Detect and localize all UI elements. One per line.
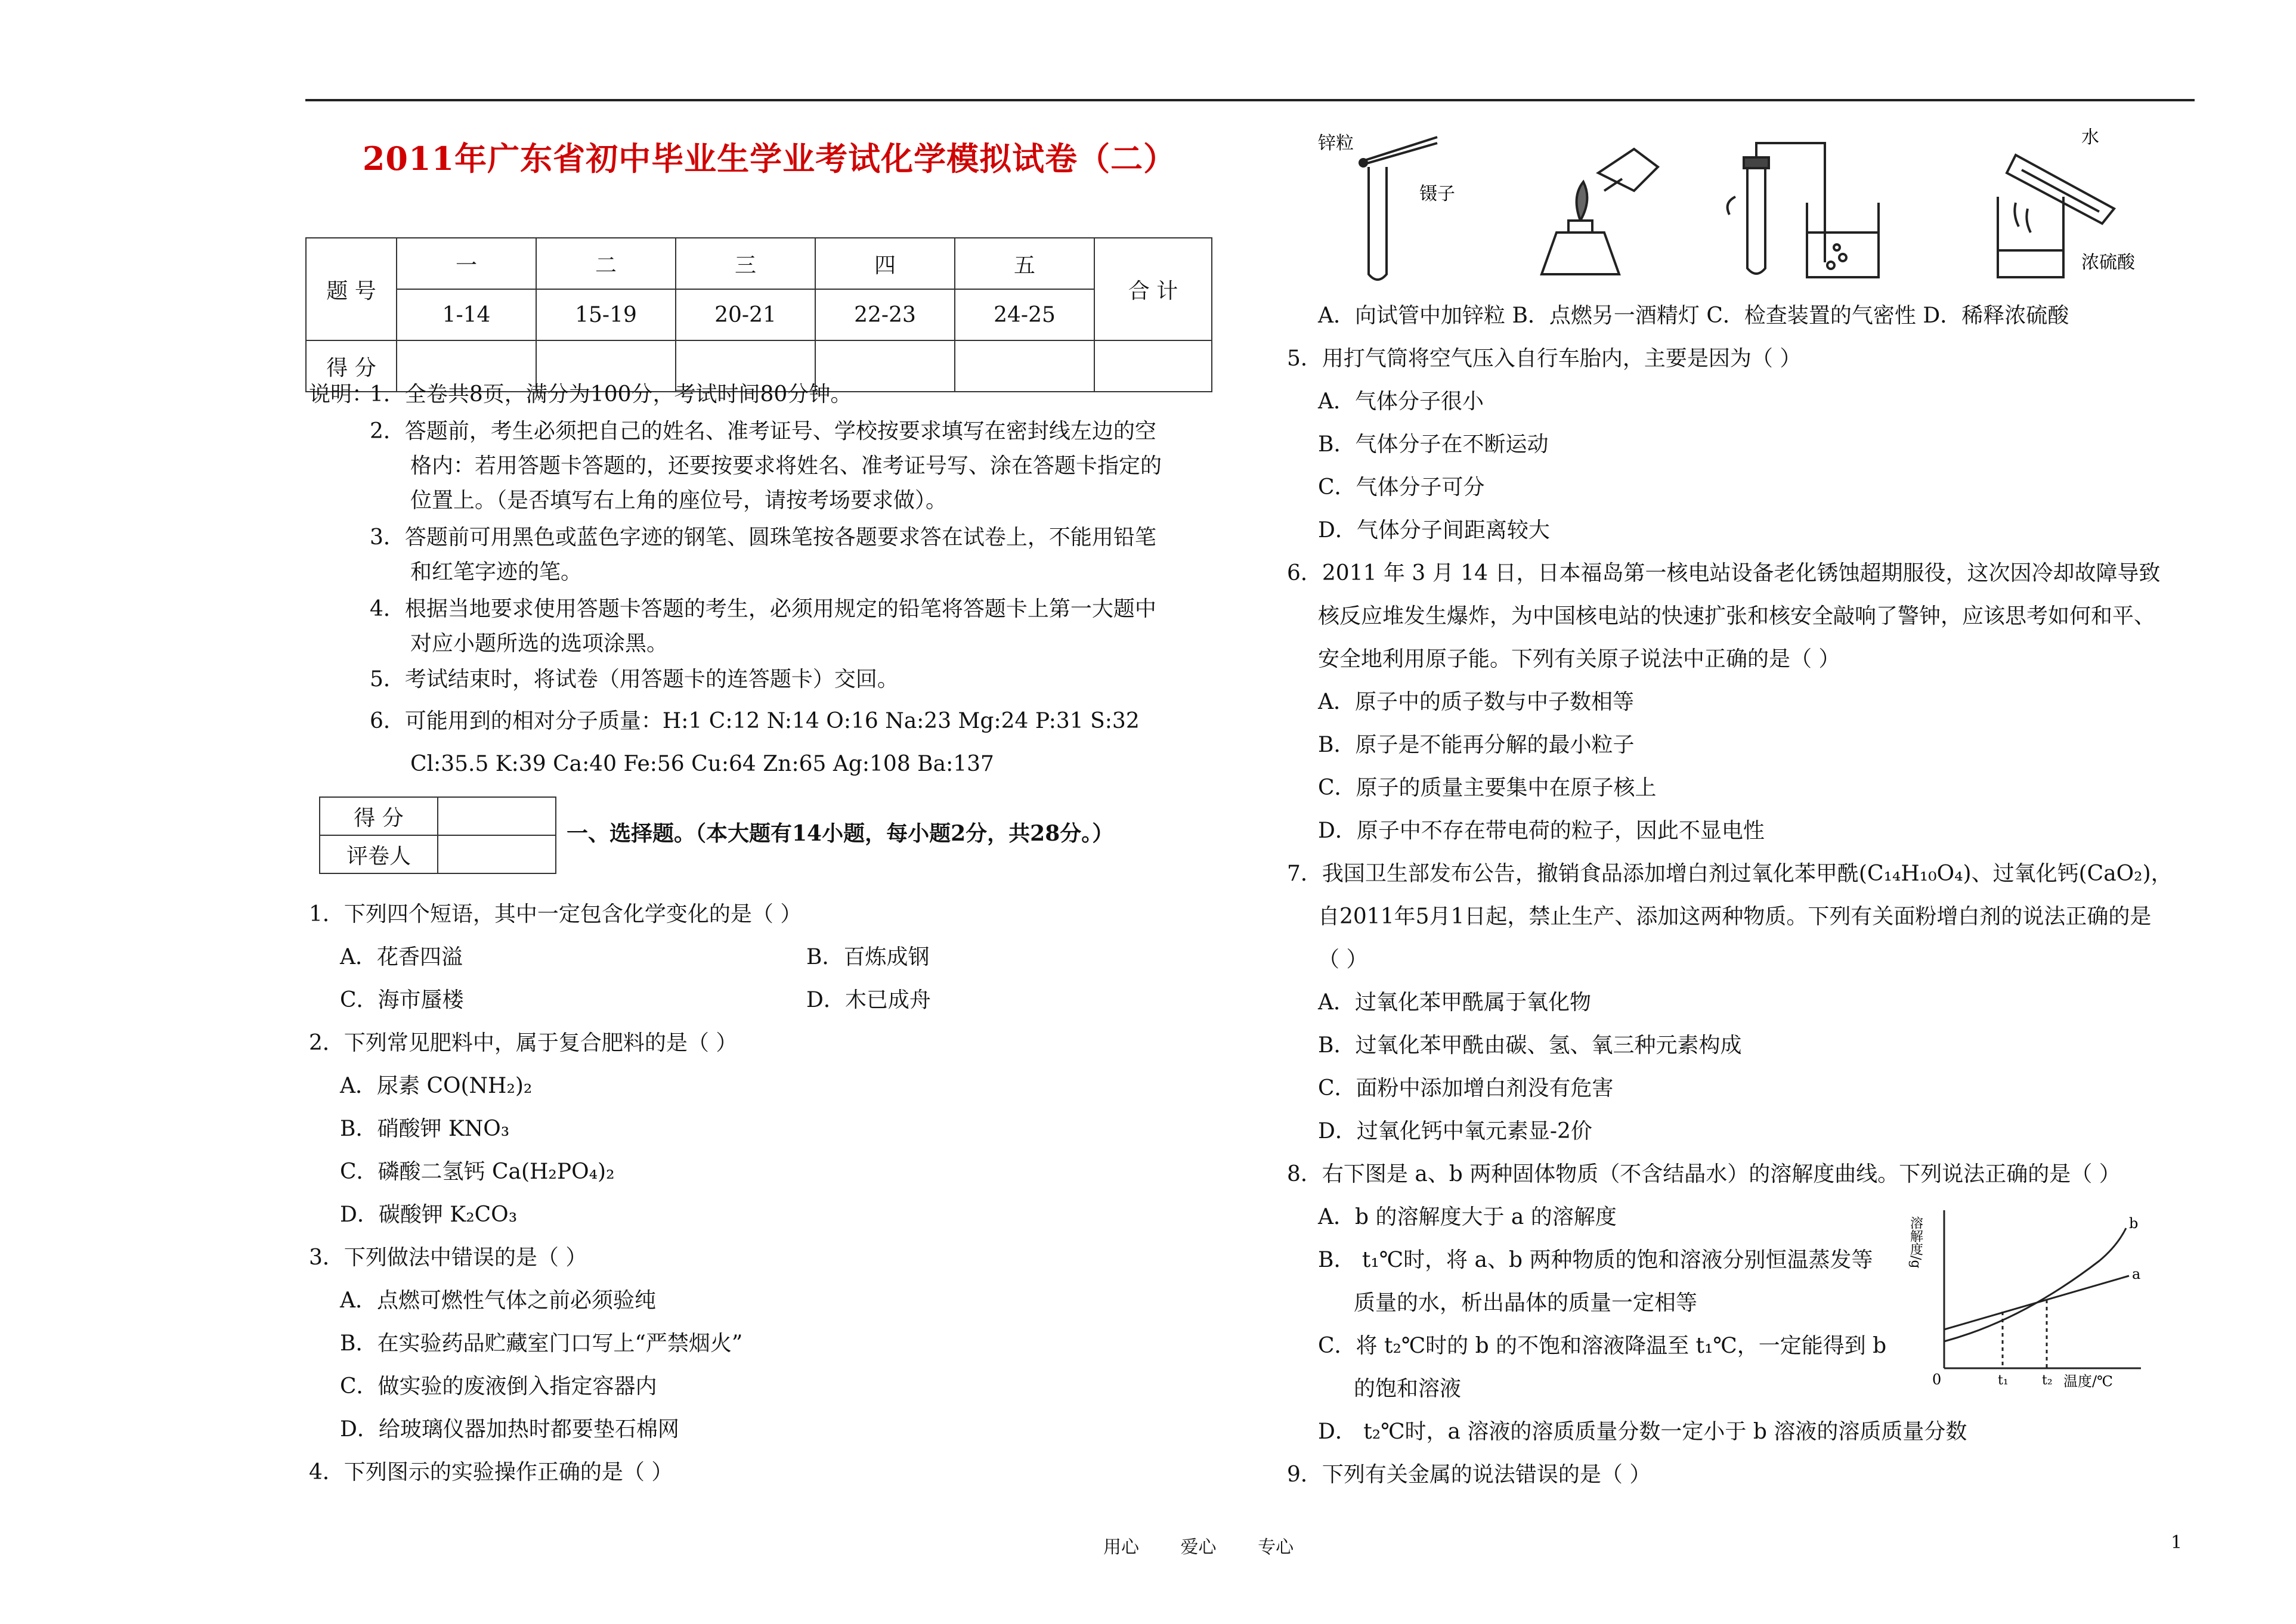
option: D．碳酸钾 K₂CO₃ — [340, 1202, 518, 1227]
grader-score-cell[interactable] — [438, 797, 556, 835]
option: C．气体分子可分 — [1318, 475, 1485, 500]
section-cell: 三 — [676, 238, 815, 289]
option: D．原子中不存在带电荷的粒子，因此不显电性 — [1318, 819, 1765, 843]
airtightness-check-icon — [1728, 143, 1879, 277]
note-line: 对应小题所选的选项涂黑。 — [410, 631, 669, 656]
score-row-label: 得 分 — [306, 340, 397, 392]
option: A．尿素 CO(NH₂)₂ — [340, 1074, 533, 1098]
question-8: 8．右下图是 a、b 两种固体物质（不含结晶水）的溶解度曲线。下列说法正确的是（ ） — [1287, 1162, 2121, 1186]
test-tube-icon — [1360, 137, 1437, 280]
grader-table — [319, 796, 556, 874]
option: C．磷酸二氢钙 Ca(H₂PO₄)₂ — [340, 1160, 615, 1184]
note-line: 格内：若用答题卡答题的，还要按要求将姓名、准考证号写、涂在答题卡指定的 — [410, 454, 1162, 478]
y-axis-label: 溶解度/g — [1908, 1216, 1923, 1269]
option: C．将 t₂℃时的 b 的不饱和溶液降温至 t₁℃，一定能得到 b — [1318, 1334, 1887, 1358]
total-header: 合 计 — [1094, 238, 1212, 340]
question-2: 2．下列常见肥料中，属于复合肥料的是（ ） — [309, 1031, 738, 1055]
option: C．面粉中添加增白剂没有危害 — [1318, 1076, 1614, 1101]
page-number: 1 — [2171, 1532, 2183, 1553]
zinc-label: 锌粒 — [1318, 133, 1354, 154]
question-4: 4．下列图示的实验操作正确的是（ ） — [309, 1460, 673, 1484]
grader-name-cell[interactable] — [438, 835, 556, 873]
grader-name-label: 评卷人 — [320, 835, 438, 873]
water-label: 水 — [2081, 127, 2099, 148]
option: A．花香四溢 — [340, 945, 463, 969]
option: D．过氧化钙中氧元素显-2价 — [1318, 1119, 1592, 1143]
note-line: 4．根据当地要求使用答题卡答题的考生，必须用规定的铅笔将答题卡上第一大题中 — [370, 597, 1156, 621]
question-3: 3．下列做法中错误的是（ ） — [309, 1245, 587, 1270]
curve-a — [1944, 1276, 2129, 1329]
question-7: 7．我国卫生部发布公告，撤销食品添加增白剂过氧化苯甲酰(C₁₄H₁₀O₄)、过氧化钙(CaO₂)， — [1287, 861, 2173, 886]
alcohol-lamp-icon — [1542, 149, 1658, 274]
question-1: 1．下列四个短语，其中一定包含化学变化的是（ ） — [309, 902, 802, 926]
option: A．气体分子很小 — [1318, 389, 1484, 414]
curve-b-label: b — [2129, 1215, 2139, 1232]
note-line: Cl:35.5 K:39 Ca:40 Fe:56 Cu:64 Zn:65 Ag:108 Ba:137 — [410, 752, 994, 776]
option: B．百炼成钢 — [806, 945, 930, 969]
question-7-cont: （ ） — [1318, 947, 1368, 972]
note-line: 5．考试结束时，将试卷（用答题卡的连答题卡）交回。 — [370, 667, 899, 692]
option: A．点燃可燃性气体之前必须验纯 — [340, 1288, 656, 1313]
acid-label: 浓硫酸 — [2081, 252, 2135, 273]
note-line: 6．可能用到的相对分子质量：H:1 C:12 N:14 O:16 Na:23 Mg:24 P:31 S:32 — [370, 709, 1140, 733]
solubility-graph — [1908, 1204, 2153, 1390]
option: B．气体分子在不断运动 — [1318, 432, 1549, 457]
section-cell: 五 — [955, 238, 1094, 289]
section-1-title: 一、选择题。（本大题有14小题，每小题2分，共28分。） — [567, 821, 1114, 846]
question-6-cont: 核反应堆发生爆炸，为中国核电站的快速扩张和核安全敲响了警钟，应该思考如何和平、 — [1318, 604, 2156, 628]
note-line: 3．答题前可用黑色或蓝色字迹的钢笔、圆珠笔按各题要求答在试卷上，不能用铅笔 — [370, 525, 1156, 550]
origin-label: 0 — [1932, 1371, 1942, 1388]
range-cell: 22-23 — [815, 289, 955, 340]
range-cell: 24-25 — [955, 289, 1094, 340]
score-table-header-label: 题 号 — [306, 238, 397, 340]
note-line: 位置上。（是否填写右上角的座位号，请按考场要求做）。 — [410, 488, 948, 513]
option: A．过氧化苯甲酰属于氧化物 — [1318, 990, 1591, 1015]
score-table — [305, 237, 1212, 392]
t2-label: t₂ — [2042, 1373, 2053, 1388]
footer-text: 用心 爱心 专心 — [1103, 1537, 1294, 1558]
range-cell: 20-21 — [676, 289, 815, 340]
page-title: 2011年广东省初中毕业生学业考试化学模拟试卷（二） — [362, 140, 1177, 178]
x-axis-label: 温度/℃ — [2063, 1373, 2113, 1390]
range-cell: 1-14 — [397, 289, 536, 340]
score-input-cell[interactable] — [955, 340, 1094, 392]
section-cell: 一 — [397, 238, 536, 289]
notes-prefix: 说明： — [309, 382, 374, 407]
option: D．气体分子间距离较大 — [1318, 518, 1550, 543]
option-cont: 质量的水，析出晶体的质量一定相等 — [1354, 1291, 1698, 1315]
curve-a-label: a — [2132, 1266, 2141, 1282]
option: B． t₁℃时，将 a、b 两种物质的饱和溶液分别恒温蒸发等 — [1318, 1248, 1873, 1272]
section-cell: 二 — [536, 238, 676, 289]
range-cell: 15-19 — [536, 289, 676, 340]
option: B．过氧化苯甲酰由碳、氢、氧三种元素构成 — [1318, 1033, 1742, 1058]
question-9: 9．下列有关金属的说法错误的是（ ） — [1287, 1462, 1651, 1487]
question-5: 5．用打气筒将空气压入自行车胎内，主要是因为（ ） — [1287, 346, 1802, 371]
option: B．原子是不能再分解的最小粒子 — [1318, 733, 1635, 757]
score-input-cell[interactable] — [1094, 340, 1212, 392]
note-line: 2．答题前，考生必须把自己的姓名、准考证号、学校按要求填写在密封线左边的空 — [370, 419, 1156, 444]
option: D． t₂℃时，a 溶液的溶质质量分数一定小于 b 溶液的溶质质量分数 — [1318, 1420, 1967, 1444]
option-cont: 的饱和溶液 — [1354, 1377, 1462, 1401]
option: D．木已成舟 — [806, 988, 931, 1012]
tweezers-label: 镊子 — [1419, 184, 1455, 204]
option: A．原子中的质子数与中子数相等 — [1318, 690, 1634, 714]
option: C．海市蜃楼 — [340, 988, 464, 1012]
option: C．做实验的废液倒入指定容器内 — [340, 1374, 657, 1399]
option: A．b 的溶解度大于 a 的溶解度 — [1318, 1205, 1617, 1229]
option: C．原子的质量主要集中在原子核上 — [1318, 776, 1657, 800]
option: B．在实验药品贮藏室门口写上“严禁烟火” — [340, 1331, 743, 1356]
note-line: 1．全卷共8页，满分为100分，考试时间80分钟。 — [370, 382, 852, 407]
lab-operations-figure — [1312, 125, 2171, 286]
t1-label: t₁ — [1998, 1373, 2009, 1388]
grader-score-label: 得 分 — [320, 797, 438, 835]
option: D．给玻璃仪器加热时都要垫石棉网 — [340, 1417, 679, 1442]
note-line: 和红笔字迹的笔。 — [410, 560, 583, 584]
question-6: 6．2011 年 3 月 14 日，日本福岛第一核电站设备老化锈蚀超期服役，这次因冷却故障导致 — [1287, 561, 2161, 585]
section-cell: 四 — [815, 238, 955, 289]
q4-options: A．向试管中加锌粒 B．点燃另一酒精灯 C．检查装置的气密性 D．稀释浓硫酸 — [1318, 303, 2069, 328]
question-6-cont: 安全地利用原子能。下列有关原子说法中正确的是（ ） — [1318, 647, 1840, 671]
question-7-cont: 自2011年5月1日起，禁止生产、添加这两种物质。下列有关面粉增白剂的说法正确的是 — [1318, 904, 2152, 929]
top-rule — [305, 99, 2195, 101]
option: B．硝酸钾 KNO₃ — [340, 1117, 510, 1141]
